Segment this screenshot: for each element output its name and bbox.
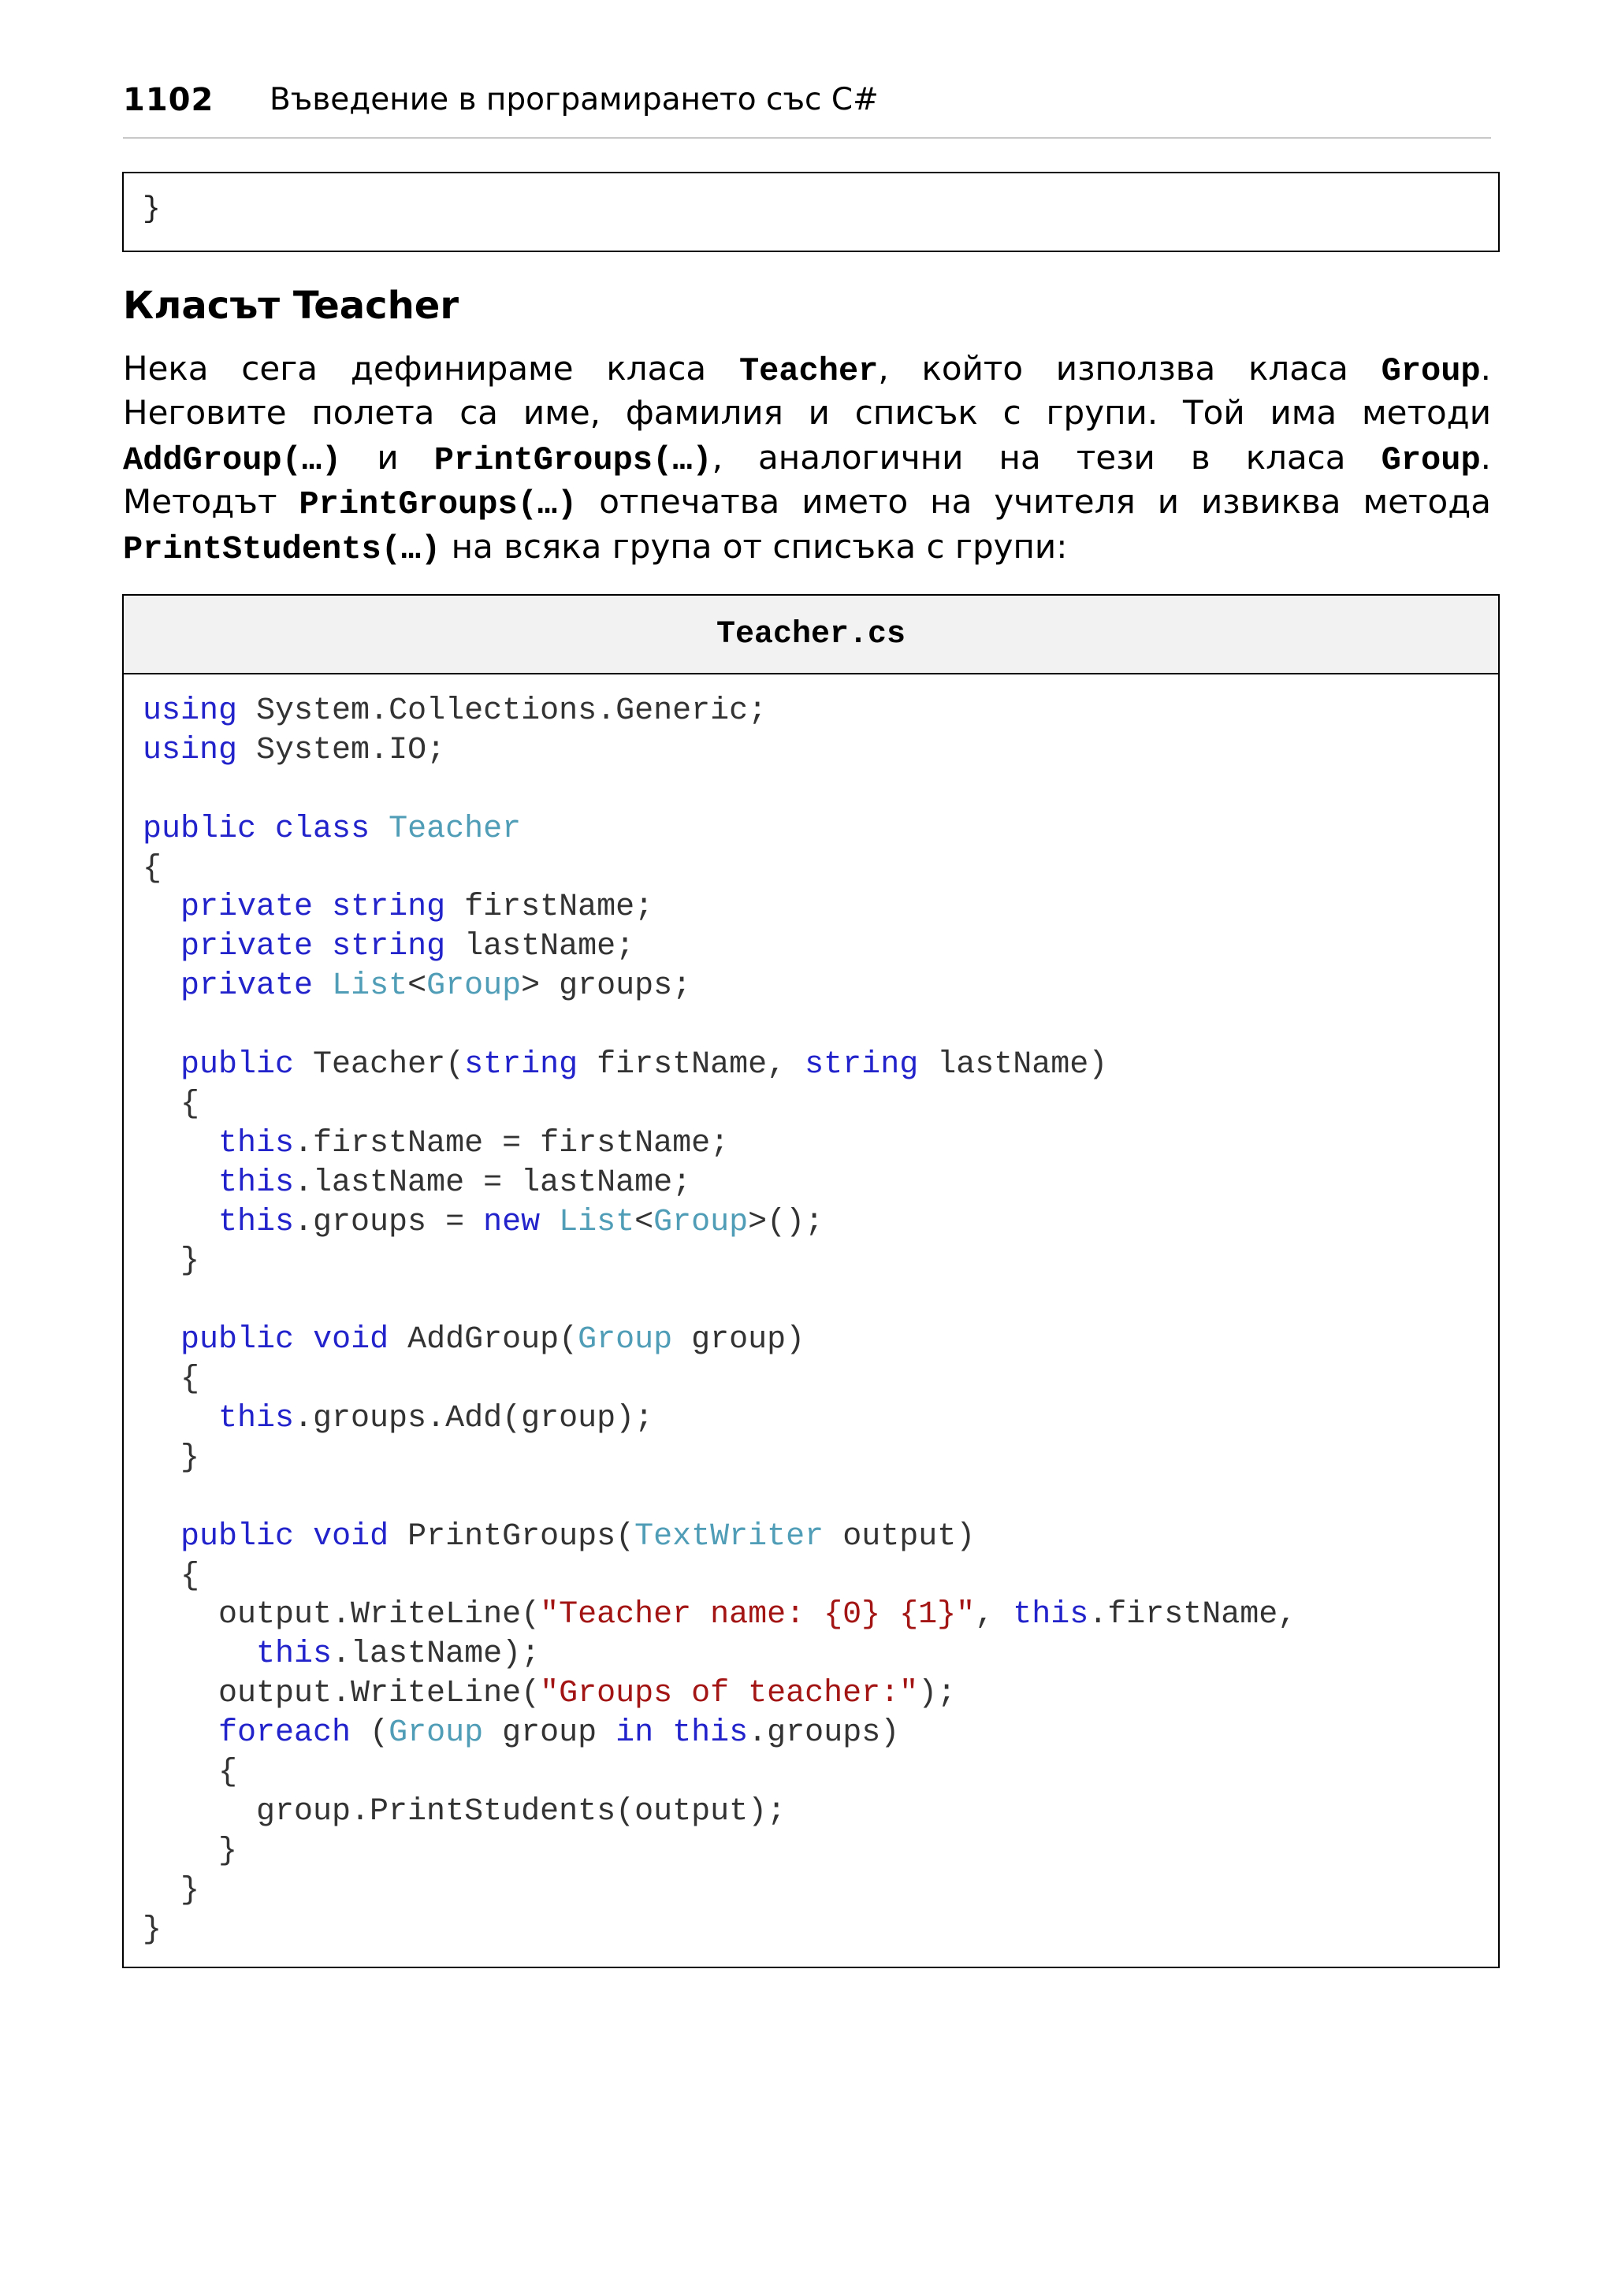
code-token xyxy=(143,968,180,1004)
section-title: Класът Teacher xyxy=(123,284,459,328)
code-token: ); xyxy=(918,1676,957,1712)
code-token: List xyxy=(559,1204,635,1240)
code-token: .firstName, xyxy=(1088,1597,1297,1633)
text: , който използва класа xyxy=(878,349,1382,388)
code-token: new xyxy=(483,1204,541,1240)
code-token: .groups = xyxy=(294,1204,484,1240)
code-line xyxy=(143,1085,1296,1124)
inline-code: PrintGroups(…) xyxy=(433,440,712,479)
code-line xyxy=(143,771,1296,810)
code-token: group) xyxy=(672,1322,805,1358)
code-token: this xyxy=(218,1125,295,1161)
code-token: Group xyxy=(426,968,522,1005)
code-token: "Groups of teacher:" xyxy=(540,1676,919,1712)
code-token xyxy=(256,812,275,847)
code-token: , xyxy=(975,1597,1013,1633)
code-token xyxy=(143,929,180,964)
code-line xyxy=(143,1911,1296,1950)
code-token: firstName; xyxy=(445,890,654,926)
code-line xyxy=(143,1596,1296,1635)
code-token: >(); xyxy=(748,1204,824,1240)
code-listing-box xyxy=(122,594,1500,1968)
code-line xyxy=(143,1124,1296,1164)
code-token: PrintGroups( xyxy=(389,1518,635,1555)
code-token: { xyxy=(143,850,162,886)
code-line xyxy=(143,967,1296,1006)
paragraph-line xyxy=(123,525,1491,569)
code-token: .lastName = lastName; xyxy=(294,1165,692,1201)
book-title: Въведение в програмирането със C# xyxy=(270,82,879,117)
description-paragraph xyxy=(123,347,1491,569)
code-token: System.Collections.Generic; xyxy=(237,693,768,729)
code-line xyxy=(143,1832,1296,1871)
paragraph-line xyxy=(123,480,1491,524)
previous-code-box xyxy=(122,172,1500,252)
code-token: in xyxy=(615,1715,654,1752)
code-token: this xyxy=(256,1637,333,1673)
code-token: .groups) xyxy=(748,1715,900,1752)
code-token: } xyxy=(143,1440,200,1476)
code-token xyxy=(143,1205,218,1240)
code-token: private xyxy=(180,929,314,965)
code-token: Group xyxy=(578,1322,673,1358)
code-token: Teacher( xyxy=(294,1047,465,1083)
code-token: void xyxy=(313,1518,389,1555)
code-token: .groups.Add(group); xyxy=(294,1401,654,1437)
code-token: Group xyxy=(389,1715,484,1752)
code-line xyxy=(143,1006,1296,1046)
inline-code: PrintGroups(…) xyxy=(299,485,578,524)
code-token xyxy=(294,1322,313,1358)
code-token: { xyxy=(143,1755,238,1791)
page-header xyxy=(123,79,1491,139)
code-line xyxy=(143,1164,1296,1203)
paragraph-line xyxy=(123,436,1491,480)
inline-code: Group xyxy=(1381,440,1481,479)
code-token: firstName, xyxy=(578,1047,805,1083)
code-token xyxy=(143,1047,180,1083)
code-token: this xyxy=(218,1165,295,1201)
code-line xyxy=(143,1321,1296,1360)
code-line xyxy=(143,1478,1296,1518)
closing-brace: } xyxy=(143,192,161,226)
code-token: this xyxy=(218,1401,295,1437)
paragraph-line xyxy=(123,347,1491,391)
code-token: } xyxy=(143,1243,200,1280)
code-token xyxy=(294,1519,313,1555)
code-line xyxy=(143,849,1296,889)
code-token: System.IO; xyxy=(237,732,446,768)
code-token: > groups; xyxy=(521,968,692,1005)
code-token xyxy=(313,929,332,964)
inline-code: AddGroup(…) xyxy=(123,440,342,479)
code-token: this xyxy=(218,1204,295,1240)
code-token: group xyxy=(483,1715,616,1752)
code-token: public xyxy=(180,1047,295,1083)
code-token: private xyxy=(180,890,314,926)
text: и xyxy=(341,437,434,477)
code-token: < xyxy=(634,1204,654,1240)
code-token xyxy=(143,1715,218,1751)
code-token xyxy=(540,1205,559,1240)
code-token: Teacher xyxy=(389,811,522,847)
code-token: } xyxy=(143,1911,162,1948)
code-token: foreach xyxy=(218,1715,351,1752)
code-token: TextWriter xyxy=(634,1518,824,1555)
code-token: { xyxy=(143,1362,200,1398)
code-line xyxy=(143,731,1296,771)
code-token xyxy=(143,1519,180,1555)
code-line xyxy=(143,1203,1296,1243)
code-token: } xyxy=(143,1872,200,1908)
code-token xyxy=(143,1401,218,1436)
code-line xyxy=(143,888,1296,927)
text: Методът xyxy=(123,482,299,522)
code-token xyxy=(143,1322,180,1358)
code-line xyxy=(143,1674,1296,1714)
code-token: public xyxy=(143,811,257,847)
code-token: lastName; xyxy=(445,929,635,965)
code-line xyxy=(143,1871,1296,1911)
code-token: } xyxy=(143,1833,238,1869)
code-token: string xyxy=(332,929,446,965)
code-token xyxy=(313,968,332,1004)
code-token: .firstName = firstName; xyxy=(294,1125,730,1161)
code-line xyxy=(143,1281,1296,1321)
code-line xyxy=(143,692,1296,731)
code-line xyxy=(143,810,1296,849)
code-token: List xyxy=(332,968,408,1005)
text: , аналогични на тези в класа xyxy=(712,437,1382,477)
code-token xyxy=(370,812,389,847)
code-token xyxy=(143,890,180,925)
code-line xyxy=(143,1046,1296,1085)
code-token: class xyxy=(275,811,370,847)
code-line xyxy=(143,1635,1296,1674)
inline-code: Teacher xyxy=(738,352,879,390)
code-token: group.PrintStudents(output); xyxy=(143,1793,787,1830)
text: Нека сега дефинираме класа xyxy=(123,349,739,388)
code-token xyxy=(653,1715,672,1751)
code-token: string xyxy=(332,890,446,926)
code-token: "Teacher name: {0} {1}" xyxy=(540,1597,976,1633)
code-token: AddGroup( xyxy=(389,1322,578,1358)
code-token: using xyxy=(143,693,238,729)
code-line xyxy=(143,927,1296,967)
code-token: this xyxy=(672,1715,749,1752)
code-line xyxy=(143,1714,1296,1753)
code-token: { xyxy=(143,1558,200,1594)
code-token: .lastName); xyxy=(332,1637,541,1673)
code-line xyxy=(143,1242,1296,1281)
code-token: output) xyxy=(824,1518,976,1555)
code-line xyxy=(143,1518,1296,1557)
text: отпечатва името на учителя и извиква метода xyxy=(577,482,1491,522)
code-token xyxy=(143,1637,256,1672)
text: . xyxy=(1480,437,1492,477)
code-line xyxy=(143,1360,1296,1399)
inline-code: PrintStudents(…) xyxy=(123,529,441,568)
text: . xyxy=(1480,349,1491,388)
code-line xyxy=(143,1439,1296,1478)
inline-code: Group xyxy=(1381,352,1481,390)
code-filename: Teacher.cs xyxy=(124,596,1498,674)
code-token: this xyxy=(1013,1597,1089,1633)
code-token: output.WriteLine( xyxy=(143,1597,541,1633)
code-token: Group xyxy=(653,1204,749,1240)
code-token: void xyxy=(313,1322,389,1358)
code-token xyxy=(143,1165,218,1201)
code-token: public xyxy=(180,1322,295,1358)
code-token xyxy=(143,1126,218,1161)
code-line xyxy=(143,1793,1296,1832)
code-token xyxy=(313,890,332,925)
code-token: string xyxy=(464,1047,578,1083)
code-token: private xyxy=(180,968,314,1005)
code-token: output.WriteLine( xyxy=(143,1676,541,1712)
code-block xyxy=(143,692,1296,1950)
text: на всяка група от списъка с групи: xyxy=(441,526,1068,566)
code-token: string xyxy=(805,1047,919,1083)
code-line xyxy=(143,1753,1296,1793)
code-token: < xyxy=(407,968,427,1005)
page-number: 1102 xyxy=(123,82,214,118)
code-line xyxy=(143,1399,1296,1439)
text: Неговите полета са име, фамилия и списък с групи. Той има методи xyxy=(123,393,1491,433)
code-token: public xyxy=(180,1518,295,1555)
code-token: lastName) xyxy=(918,1047,1108,1083)
code-token: ( xyxy=(351,1715,389,1752)
code-token: { xyxy=(143,1086,200,1122)
code-line xyxy=(143,1557,1296,1596)
code-token: using xyxy=(143,732,238,768)
paragraph-line xyxy=(123,391,1491,435)
